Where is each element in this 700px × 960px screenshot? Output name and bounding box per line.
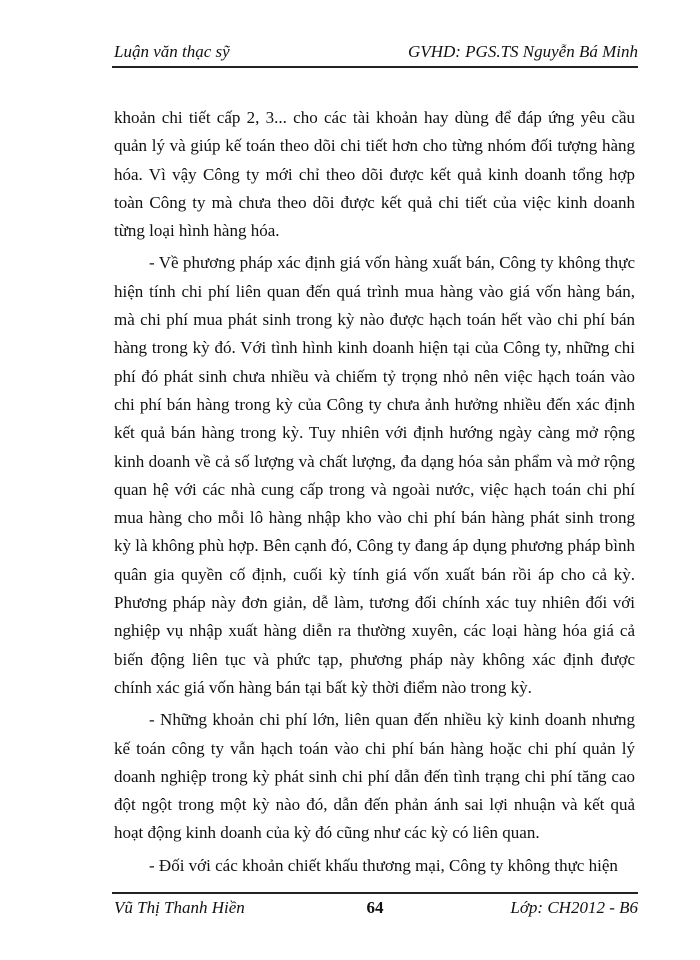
paragraph-trade-discounts: - Đối với các khoản chiết khấu thương mại, Công ty không thực hiện [149,855,618,875]
header-supervisor: GVHD: PGS.TS Nguyễn Bá Minh [408,42,638,61]
paragraph-cost-of-goods-method: - Về phương pháp xác định giá vốn hàng xuất bán, Công ty không thực hiện tính chi phí liên quan đến quá trình mua hàng vào giá vốn hàng bán, mà chi phí mua phát sinh trong kỳ nào được hạch toán hết vào chi phí bán hàng trong kỳ đó. Với tình hình kinh doanh hiện tại của Công ty, những chi phí đó phát sinh chưa nhiều và chiếm tỷ trọng nhỏ nên việc hạch toán vào chi phí bán hàng trong kỳ của Công ty chưa ảnh hưởng nhiều đến xác định kết quả bán hàng trong kỳ. Tuy nhiên với định hướng ngày càng mở rộng kinh doanh về cả số lượng và chất lượng, đa dạng hóa sản phẩm và mở rộng quan hệ với các nhà cung cấp trong và ngoài nước, việc hạch toán chi phí mua hàng cho mỗi lô hàng nhập kho vào chi phí bán hàng phát sinh trong kỳ là không phù hợp. Bên cạnh đó, Công ty đang áp dụng phương pháp bình quân gia quyền cố định, cuối kỳ tính giá vốn xuất bán rồi áp cho cả kỳ. Phương pháp này đơn giản, dễ làm, tương đối chính xác tuy nhiên đối với nghiệp vụ nhập xuất hàng diễn ra thường xuyên, các loại hàng hóa giá cả biến động liên tục và phức tạp, phương pháp này không xác định được chính xác giá vốn hàng bán tại bất kỳ thời điểm nào trong kỳ. [114,253,635,697]
page-number: 64 [366,898,384,917]
header-thesis-type: Luận văn thạc sỹ [114,42,230,61]
paragraph-continuation: khoản chi tiết cấp 2, 3... cho các tài khoản hay dùng để đáp ứng yêu cầu quản lý và giúp kế toán theo dõi chi tiết hơn cho từng nhóm đối tượng hàng hóa. Vì vậy Công ty mới chỉ theo dõi được kết quả kinh doanh tổng hợp toàn Công ty mà chưa theo dõi được kết quả chi tiết của việc kinh doanh từng loại hình hàng hóa. [114,108,635,241]
page-footer [112,892,638,920]
paragraph-large-expenses: - Những khoản chi phí lớn, liên quan đến nhiều kỳ kinh doanh nhưng kế toán công ty vẫn hạch toán vào chi phí bán hàng hoặc chi phí quản lý doanh nghiệp trong kỳ phát sinh chi phí dẫn đến tình trạng chi phí tăng cao đột ngột trong một kỳ nào đó, dẫn đến phản ánh sai lợi nhuận và kết quả hoạt động kinh doanh của kỳ đó cũng như các kỳ có liên quan. [114,710,635,843]
footer-author: Vũ Thị Thanh Hiền [114,898,245,917]
page-body [114,104,635,884]
footer-class: Lớp: CH2012 - B6 [510,898,638,917]
page-header [112,40,638,68]
